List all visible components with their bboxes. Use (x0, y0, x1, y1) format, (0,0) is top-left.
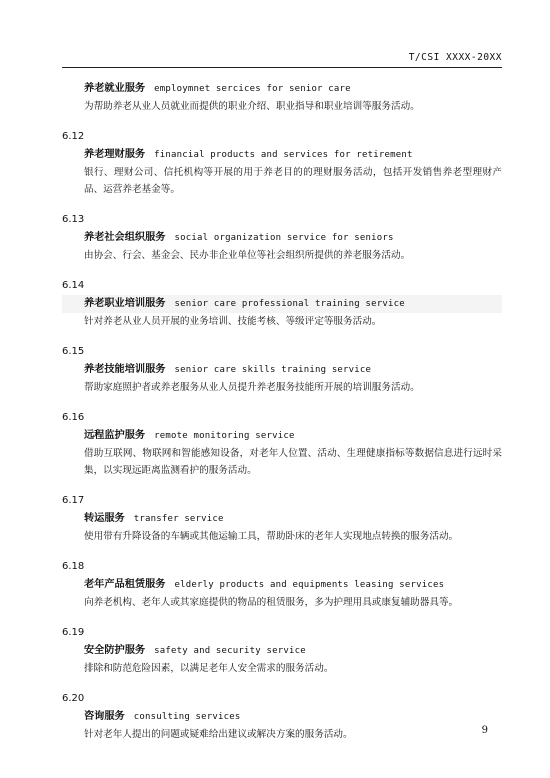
term-number: 6.19 (62, 627, 85, 638)
page-number: 9 (481, 725, 488, 736)
term-english: remote monitoring service (154, 431, 295, 441)
term-number: 6.12 (62, 131, 85, 142)
term-number: 6.15 (62, 346, 85, 357)
term-number: 6.16 (62, 412, 85, 423)
term-definition: 借助互联网、物联网和智能感知设备，对老年人位置、活动、生理健康指标等数据信息进行远时采集，以实现远距离监测看护的服务活动。 (84, 448, 502, 476)
term-heading (62, 229, 502, 247)
term-english: elderly products and equipments leasing services (174, 580, 445, 590)
term-chinese: 远程监护服务 (84, 430, 146, 441)
term-chinese: 养老技能培训服务 (84, 364, 166, 375)
term-entry (62, 211, 502, 264)
term-heading (62, 708, 502, 726)
term-english: employmnet sercices for senior care (154, 84, 351, 94)
term-heading (62, 295, 502, 313)
term-heading (62, 642, 502, 660)
term-definition: 帮助家庭照护者或养老服务从业人员提升养老服务技能所开展的培训服务活动。 (84, 382, 420, 393)
term-heading (62, 361, 502, 379)
term-heading (62, 510, 502, 528)
term-english: financial products and services for retirement (154, 150, 413, 160)
term-heading (62, 576, 502, 594)
term-number: 6.18 (62, 561, 85, 572)
term-number: 6.17 (62, 495, 85, 506)
term-number: 6.13 (62, 214, 85, 225)
term-chinese: 转运服务 (84, 513, 125, 524)
term-chinese: 老年产品租赁服务 (84, 579, 166, 590)
term-entry (62, 558, 502, 611)
document-body (62, 80, 502, 743)
term-entry (62, 343, 502, 396)
term-definition: 银行、理财公司、信托机构等开展的用于养老目的的理财服务活动，包括开发销售养老型理财产品、运营养老基金等。 (84, 167, 502, 195)
header-rule (62, 67, 502, 68)
term-entry (62, 492, 502, 545)
term-definition: 针对老年人提出的问题或疑难给出建议或解决方案的服务活动。 (84, 729, 353, 740)
term-definition: 向养老机构、老年人或其家庭提供的物品的租赁服务，多为护理用具或康复辅助器具等。 (84, 597, 459, 608)
term-entry (62, 624, 502, 677)
term-english: senior care skills training service (174, 365, 372, 375)
term-chinese: 养老就业服务 (84, 83, 146, 94)
term-number: 6.20 (62, 693, 85, 704)
term-entry (62, 409, 502, 479)
term-chinese: 养老职业培训服务 (84, 298, 166, 309)
term-number: 6.14 (62, 280, 85, 291)
term-english: transfer service (133, 514, 224, 524)
term-definition: 使用带有升降设备的车辆或其他运输工具，帮助卧床的老年人实现地点转换的服务活动。 (84, 531, 459, 542)
term-definition: 为帮助养老从业人员就业而提供的职业介绍、职业指导和职业培训等服务活动。 (84, 101, 420, 112)
term-heading (62, 80, 502, 98)
term-definition: 针对养老从业人员开展的业务培训、技能考核、等级评定等服务活动。 (84, 316, 382, 327)
term-definition: 由协会、行会、基金会、民办非企业单位等社会组织所提供的养老服务活动。 (84, 250, 411, 261)
term-entry (62, 277, 502, 330)
term-english: safety and security service (154, 646, 306, 656)
term-chinese: 咨询服务 (84, 711, 125, 722)
term-definition: 排除和防范危险因素，以满足老年人安全需求的服务活动。 (84, 663, 334, 674)
term-chinese: 安全防护服务 (84, 645, 146, 656)
term-english: consulting services (133, 712, 241, 722)
term-english: senior care professional training service (174, 299, 405, 309)
term-entry (62, 80, 502, 115)
document-code: T/CSI XXXX-20XX (408, 52, 502, 63)
term-heading (62, 427, 502, 445)
term-chinese: 养老社会组织服务 (84, 232, 166, 243)
term-heading (62, 146, 502, 164)
term-chinese: 养老理财服务 (84, 149, 146, 160)
term-english: social organization service for seniors (174, 233, 394, 243)
term-entry (62, 690, 502, 743)
term-entry (62, 128, 502, 198)
